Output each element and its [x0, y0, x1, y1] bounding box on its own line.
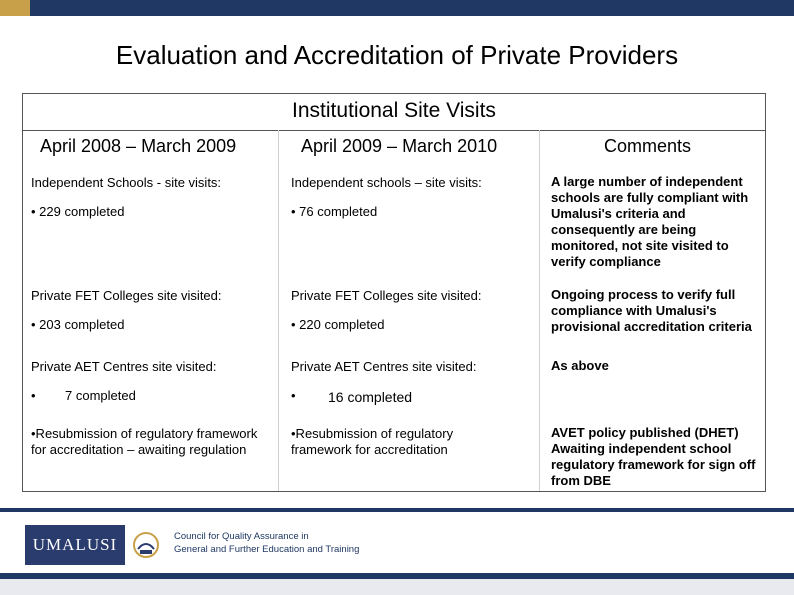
site-visits-table [22, 93, 766, 492]
tagline-line1: Council for Quality Assurance in [174, 531, 309, 542]
umalusi-logo: UMALUSI [25, 525, 125, 565]
row1-comment: A large number of independent schools are fully compliant with Umalusi's criteria and consequently are being monitored, not site visited to verify compliance [551, 174, 749, 269]
row3-col1-value: 7 completed [65, 388, 136, 403]
footer-tagline [174, 530, 359, 556]
table-header: Institutional Site Visits [23, 94, 765, 131]
row3-col2-bullet: • [291, 388, 296, 403]
row1-col1-label: Independent Schools - site visits: [31, 175, 222, 190]
footer-divider [0, 508, 794, 512]
row1-col2-value: • 76 completed [291, 204, 378, 219]
footer-band [0, 573, 794, 595]
row1-col2-label: Independent schools – site visits: [291, 175, 482, 190]
row2-col2-value: • 220 completed [291, 317, 385, 332]
row3-col1-label: Private AET Centres site visited: [31, 359, 217, 374]
slide-title: Evaluation and Accreditation of Private Providers [115, 40, 679, 70]
row4-col1: •Resubmission of regulatory framework for accreditation – awaiting regulation [31, 426, 258, 457]
row3-comment: As above [551, 358, 609, 373]
row2-col2-label: Private FET Colleges site visited: [291, 288, 482, 303]
row4-comment: AVET policy published (DHET) Awaiting independent school regulatory framework for sign off from DBE [551, 425, 756, 488]
row4-col2: •Resubmission of regulatory framework for accreditation [291, 426, 454, 457]
row3-col1-bullet: • [31, 388, 36, 403]
tagline-line2: General and Further Education and Training [174, 544, 360, 555]
top-banner [0, 0, 794, 16]
row1-col1-value: • 229 completed [31, 204, 125, 219]
column-divider [539, 130, 540, 491]
column-divider [278, 130, 279, 491]
row2-col1-value: • 203 completed [31, 317, 125, 332]
column-header-comments: Comments [604, 136, 692, 156]
umalusi-seal-icon [130, 525, 162, 565]
column-header-2008-2009: April 2008 – March 2009 [40, 136, 237, 156]
row2-comment: Ongoing process to verify full compliance with Umalusi's provisional accreditation criteria [551, 287, 752, 334]
row2-col1-label: Private FET Colleges site visited: [31, 288, 222, 303]
row3-col2-label: Private AET Centres site visited: [291, 359, 477, 374]
row3-col2-value: 16 completed [328, 389, 413, 405]
column-header-2009-2010: April 2009 – March 2010 [301, 136, 498, 156]
footer-band-stripe [0, 573, 794, 579]
top-banner-accent [0, 0, 30, 16]
